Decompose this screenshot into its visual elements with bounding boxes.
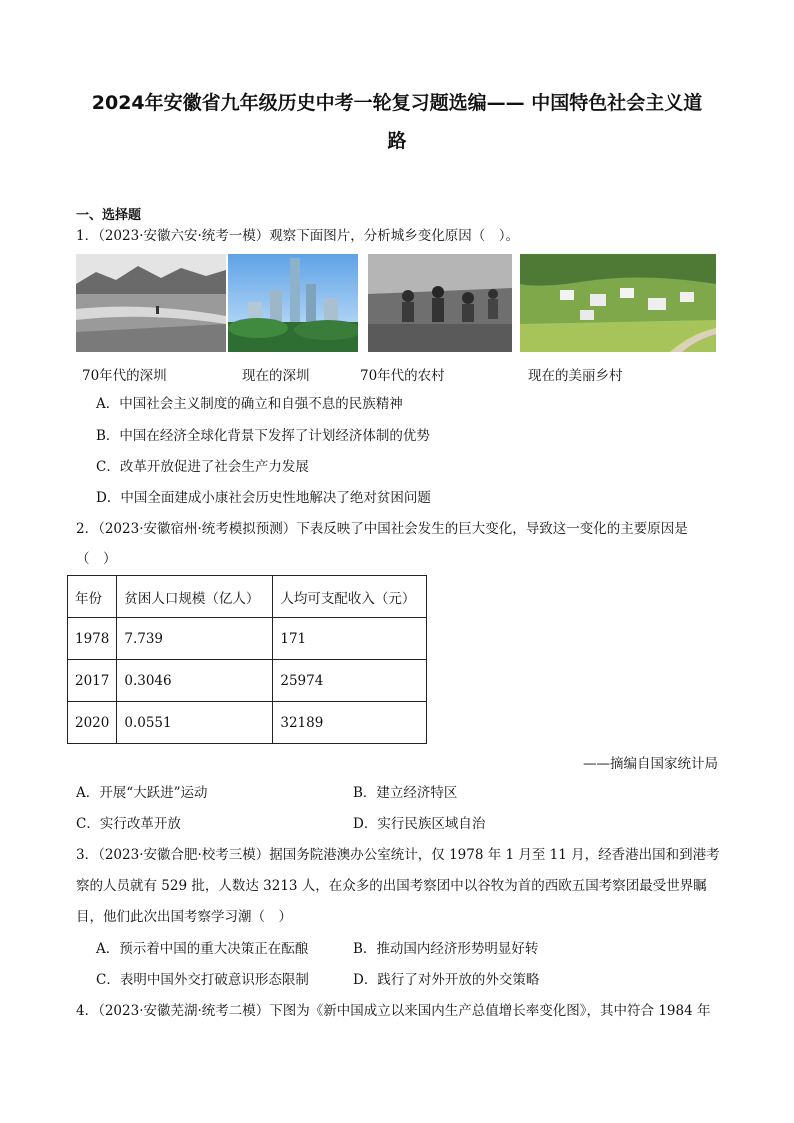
caption-shenzhen-now: 现在的深圳	[242, 368, 310, 384]
table-header-row	[68, 576, 427, 618]
table-header-cell: 贫困人口规模（亿人）	[117, 576, 273, 618]
q1-option-d: D．中国全面建成小康社会历史性地解决了绝对贫困问题	[96, 490, 431, 506]
q1-option-a: A．中国社会主义制度的确立和自强不息的民族精神	[96, 396, 403, 412]
caption-beautiful-village: 现在的美丽乡村	[528, 368, 623, 384]
table-cell: 171	[273, 618, 427, 660]
q1-stem: 1．（2023·安徽六安·统考一模）观察下面图片，分析城乡变化原因（ ）。	[76, 228, 520, 244]
q2-stem-line-2: （ ）	[76, 551, 117, 567]
q3-stem-line-3: 目，他们此次出国考察学习潮（ ）	[76, 909, 292, 925]
photo-shenzhen-1970s	[76, 254, 226, 352]
q1-option-c: C．改革开放促进了社会生产力发展	[96, 459, 309, 475]
table-cell: 2017	[68, 660, 117, 702]
q3-option-d: D．践行了对外开放的外交策略	[353, 972, 540, 988]
table-header-cell: 人均可支配收入（元）	[273, 576, 427, 618]
table-cell: 0.0551	[117, 702, 273, 744]
table-row	[68, 702, 427, 744]
q2-option-a: A．开展“大跃进”运动	[76, 785, 208, 801]
table-row	[68, 618, 427, 660]
caption-shenzhen-1970s: 70年代的深圳	[82, 368, 167, 384]
table-cell: 7.739	[117, 618, 273, 660]
caption-countryside-1970s: 70年代的农村	[360, 368, 445, 384]
table-cell: 25974	[273, 660, 427, 702]
table-cell: 32189	[273, 702, 427, 744]
q3-option-b: B．推动国内经济形势明显好转	[353, 941, 539, 957]
q3-option-a: A．预示着中国的重大决策正在酝酿	[96, 941, 309, 957]
title-line-1: 2024年安徽省九年级历史中考一轮复习题选编—— 中国特色社会主义道	[91, 92, 703, 114]
title-line-2: 路	[387, 130, 407, 152]
photo-beautiful-village	[520, 254, 716, 352]
table-cell: 0.3046	[117, 660, 273, 702]
table-header-cell: 年份	[68, 576, 117, 618]
q2-option-b: B．建立经济特区	[353, 785, 458, 801]
document-title	[70, 84, 724, 160]
table-source-note: ——摘编自国家统计局	[583, 756, 718, 772]
photo-shenzhen-now	[228, 254, 358, 352]
table-cell: 2020	[68, 702, 117, 744]
table-cell: 1978	[68, 618, 117, 660]
q3-stem-line-1: 3．（2023·安徽合肥·校考三模）据国务院港澳办公室统计，仅 1978 年 1 月至 11 月，经香港出国和到港考	[76, 847, 720, 863]
poverty-income-table	[67, 575, 427, 744]
q4-stem-line-1: 4．（2023·安徽芜湖·统考二模）下图为《新中国成立以来国内生产总值增长率变化图》，其中符合 1984 年	[76, 1003, 711, 1019]
q3-stem-line-2: 察的人员就有 529 批，人数达 3213 人，在众多的出国考察团中以谷牧为首的西欧五国考察团最受世界瞩	[76, 878, 707, 894]
q2-option-c: C．实行改革开放	[76, 816, 181, 832]
photo-countryside-1970s	[368, 254, 512, 352]
q2-option-d: D．实行民族区域自治	[353, 816, 486, 832]
q3-option-c: C．表明中国外交打破意识形态限制	[96, 972, 309, 988]
section-heading: 一、选择题	[76, 208, 142, 223]
q1-option-b: B．中国在经济全球化背景下发挥了计划经济体制的优势	[96, 428, 430, 444]
table-row	[68, 660, 427, 702]
q2-stem-line-1: 2．（2023·安徽宿州·统考模拟预测）下表反映了中国社会发生的巨大变化，导致这一变化的主要原因是	[76, 521, 688, 537]
